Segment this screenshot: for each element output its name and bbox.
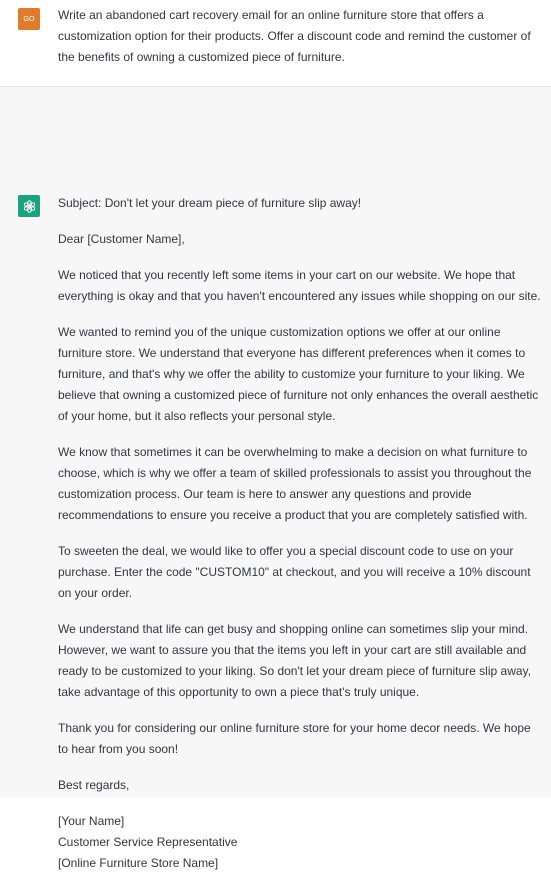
user-message-row <box>0 0 551 87</box>
email-closing: Best regards, <box>58 778 130 792</box>
assistant-message-content <box>58 193 543 874</box>
openai-logo-icon <box>22 199 37 214</box>
email-paragraph-1: We noticed that you recently left some items in your cart on our website. We hope that everything is okay and that you haven't encountered any issues while shopping on our site. <box>58 268 541 303</box>
signature-company: [Online Furniture Store Name] <box>58 856 219 870</box>
signature-title: Customer Service Representative <box>58 835 238 849</box>
email-subject: Subject: Don't let your dream piece of furniture slip away! <box>58 196 362 210</box>
email-paragraph-4: To sweeten the deal, we would like to offer you a special discount code to use on your purchase. Enter the code "CUSTOM10" at checkout, and you will receive a 10% discount on your order. <box>58 544 531 600</box>
email-paragraph-5: We understand that life can get busy and shopping online can sometimes slip your mind. However, we want to assure you that the items you left in your cart are still available and ready to be customized to your liking. So don't let your dream piece of furniture slip away, take advantage of this opportunity to own a piece that's truly unique. <box>58 622 531 699</box>
user-avatar-initials: GO <box>23 15 35 23</box>
email-paragraph-3: We know that sometimes it can be overwhelming to make a decision on what furniture to choose, which is why we offer a team of skilled professionals to assist you throughout the customization process. Our team is here to answer any questions and provide recommendations to ensure you receive a product that you are completely satisfied with. <box>58 445 532 522</box>
signature-name: [Your Name] <box>58 814 125 828</box>
user-message-text: Write an abandoned cart recovery email for an online furniture store that offers a customization option for their products. Offer a discount code and remind the customer of the benefits of owning a customized piece of furniture. <box>58 8 531 64</box>
assistant-avatar <box>18 195 40 217</box>
email-greeting: Dear [Customer Name], <box>58 232 185 246</box>
email-paragraph-6: Thank you for considering our online furniture store for your home decor needs. We hope to hear from you soon! <box>58 721 531 756</box>
user-avatar <box>18 8 40 30</box>
email-signature <box>58 811 543 874</box>
assistant-message-row <box>0 87 551 870</box>
email-paragraph-2: We wanted to remind you of the unique customization options we offer at our online furniture store. We understand that everyone has different preferences when it comes to furniture, and that's why we offer the ability to customize your furniture to your liking. We believe that owning a customized piece of furniture not only enhances the overall aesthetic of your home, but it also reflects your personal style. <box>58 325 539 423</box>
